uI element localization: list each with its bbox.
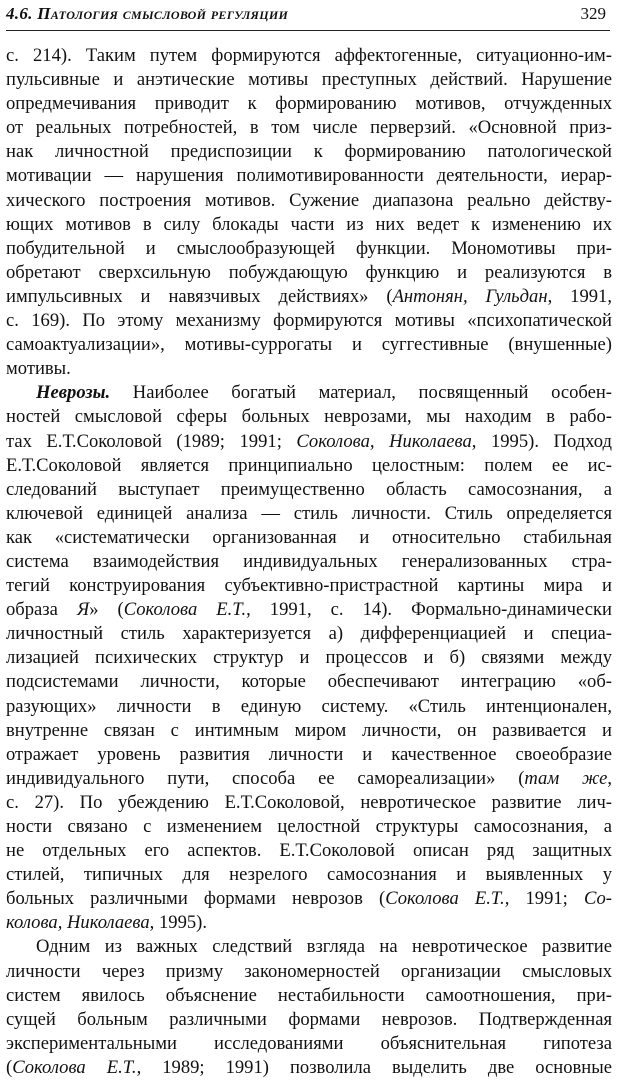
citation-text: Соколова Е.Т. — [123, 599, 247, 621]
text-line — [6, 430, 612, 454]
text-line — [6, 695, 612, 719]
citation-text: Со- — [583, 888, 612, 910]
text-segment: стилей, типичных для незрелого самосознания и выявленных у — [6, 864, 612, 886]
text-segment: не отдельных его аспектов. Е.Т.Соколовой описан ряд защитных — [6, 840, 612, 862]
text-segment: систем явилось объяснение нестабильности самоотношения, при- — [6, 984, 612, 1006]
text-line — [6, 309, 612, 333]
citation-text: Соколова, Николаева — [296, 430, 472, 452]
citation-text: там же — [524, 767, 608, 789]
text-line — [6, 502, 612, 526]
text-line — [6, 960, 612, 984]
text-line — [6, 598, 612, 622]
text-line — [6, 574, 612, 598]
text-segment: внутренне связан с интимным миром личности, он развивается и — [6, 719, 612, 741]
text-line — [6, 285, 612, 309]
text-line — [6, 237, 612, 261]
text-segment: индивидуального пути, способа ее самореализации» ( — [6, 767, 525, 789]
text-segment: личностный стиль характеризуется а) дифференциацией и специа- — [6, 623, 612, 645]
text-segment: ключевой единицей анализа — стиль личности. Стиль определяется — [6, 502, 612, 524]
text-segment: , 1991, — [547, 285, 612, 307]
text-segment: ющих мотивов в силу блокады части из них ведет к изменению их — [6, 213, 612, 235]
text-segment: как «систематически организованная и относительно стабильная — [6, 526, 612, 548]
page-number: 329 — [580, 4, 606, 23]
text-line — [6, 405, 612, 429]
text-segment: пульсивные и анэтические мотивы преступных действий. Нарушение — [6, 69, 612, 91]
text-line — [6, 863, 612, 887]
text-segment: от реальных потребностей, в том числе перверзий. «Основной приз- — [6, 117, 612, 139]
text-segment: побудительной и смыслообразующей функции. Мономотивы при- — [6, 237, 612, 259]
text-segment: с. 214). Таким путем формируются аффектогенные, ситуационно-им- — [6, 45, 612, 66]
text-segment: следований выступает преимущественно область самосознания, а — [6, 478, 612, 500]
text-line — [6, 68, 612, 92]
text-segment: образа — [6, 599, 77, 621]
text-line — [6, 646, 612, 670]
book-page — [6, 0, 612, 1078]
running-header — [6, 4, 612, 30]
text-line — [6, 478, 612, 502]
text-line — [6, 213, 612, 237]
text-line — [6, 984, 612, 1008]
text-segment: с. 169). По этому механизму формируются мотивы «психопатической — [6, 310, 612, 332]
text-segment: мотивы. — [6, 358, 71, 380]
text-segment: опредмечивания приводит к формированию мотивов, отчужденных — [6, 93, 612, 115]
text-line — [6, 1008, 612, 1032]
text-segment: самоактуализации», мотивы-суррогаты и суггестивные (внушенные) — [6, 334, 612, 356]
text-segment: , 1995). — [149, 912, 207, 934]
text-line — [6, 839, 612, 863]
text-line — [6, 116, 612, 140]
body-text — [6, 44, 612, 1080]
text-line — [6, 911, 612, 935]
text-line — [6, 719, 612, 743]
text-segment: тах Е.Т.Соколовой (1989; 1991; — [6, 430, 297, 452]
citation-text: Антонян, Гульдан — [392, 285, 548, 307]
text-segment: лизацией психических структур и процессов и б) связями между — [6, 647, 612, 669]
text-line — [6, 670, 612, 694]
text-segment: подсистемами личности, которые обеспечивают интеграцию «об- — [6, 671, 612, 693]
text-line — [6, 454, 612, 478]
text-line — [6, 887, 612, 911]
text-line — [6, 92, 612, 116]
text-segment: ности связано с изменением целостной структуры самосознания, а — [6, 816, 612, 837]
header-rule — [6, 30, 610, 31]
text-segment: ( — [6, 1056, 13, 1078]
text-line — [6, 622, 612, 646]
paragraph-heading: Неврозы. — [36, 382, 111, 404]
text-segment: , 1995). Подход — [471, 430, 612, 452]
text-line — [6, 815, 612, 839]
section-title: 4.6. Патология смысловой регуляции — [6, 4, 289, 23]
text-segment: обретают сверхсильную побуждающую функцию и реализуются в — [6, 261, 612, 283]
text-segment: больных различными формами неврозов ( — [6, 888, 386, 910]
text-segment: тегий конструирования субъективно-пристрастной картины мира и — [6, 575, 612, 597]
text-segment: , 1991, с. 14). Формально-динамически — [246, 599, 612, 621]
text-line — [6, 357, 612, 381]
text-segment: сущей больным различными формами неврозов. Подтвержденная — [6, 1008, 612, 1030]
citation-text: Я — [76, 599, 90, 621]
text-segment: личности через призму закономерностей организации смысловых — [6, 960, 612, 982]
text-line — [6, 1056, 612, 1080]
text-line — [6, 189, 612, 213]
text-segment: » ( — [89, 599, 124, 621]
text-segment: Наиболее богатый материал, посвященный особен- — [110, 382, 612, 404]
text-segment: , 1989; 1991) позволила выделить две основные — [136, 1056, 612, 1078]
text-segment: импульсивных и навязчивых действиях» ( — [6, 285, 393, 307]
text-segment: отражает уровень развития личности и качественное своеобразие — [6, 743, 612, 765]
citation-text: колова, Николаева — [6, 912, 150, 934]
text-segment: ностей смысловой сферы больных неврозами, мы находим в рабо- — [6, 406, 612, 428]
text-line — [6, 333, 612, 357]
text-line — [6, 550, 612, 574]
text-segment: хического построения мотивов. Сужение диапазона реально действу- — [6, 189, 612, 211]
text-line — [6, 164, 612, 188]
text-segment: , 1991; — [504, 888, 584, 910]
text-segment: , — [607, 767, 612, 789]
text-line — [6, 140, 612, 164]
text-line — [6, 44, 612, 68]
text-segment: разующих» личности в единую систему. «Стиль интенционален, — [6, 695, 612, 717]
text-line — [6, 381, 612, 405]
text-segment: Одним из важных следствий взгляда на невротическое развитие — [36, 936, 612, 958]
citation-text: Соколова Е.Т. — [12, 1056, 137, 1078]
text-line — [6, 1032, 612, 1056]
text-line — [6, 935, 612, 959]
text-line — [6, 261, 612, 285]
text-segment: мотивации — нарушения полимотивированности деятельности, иерар- — [6, 165, 612, 187]
text-line — [6, 791, 612, 815]
text-segment: экспериментальными исследованиями объяснительная гипотеза — [6, 1032, 612, 1054]
citation-text: Соколова Е.Т. — [385, 888, 505, 910]
text-line — [6, 743, 612, 767]
text-segment: система взаимодействия индивидуальных генерализованных стра- — [6, 550, 612, 572]
text-line — [6, 526, 612, 550]
text-segment: с. 27). По убеждению Е.Т.Соколовой, невротическое развитие лич- — [6, 791, 612, 813]
text-line — [6, 767, 612, 791]
text-segment: Е.Т.Соколовой является принципиально целостным: полем ее ис- — [6, 454, 612, 476]
text-segment: нак личностной предиспозиции к формированию патологической — [6, 141, 612, 163]
